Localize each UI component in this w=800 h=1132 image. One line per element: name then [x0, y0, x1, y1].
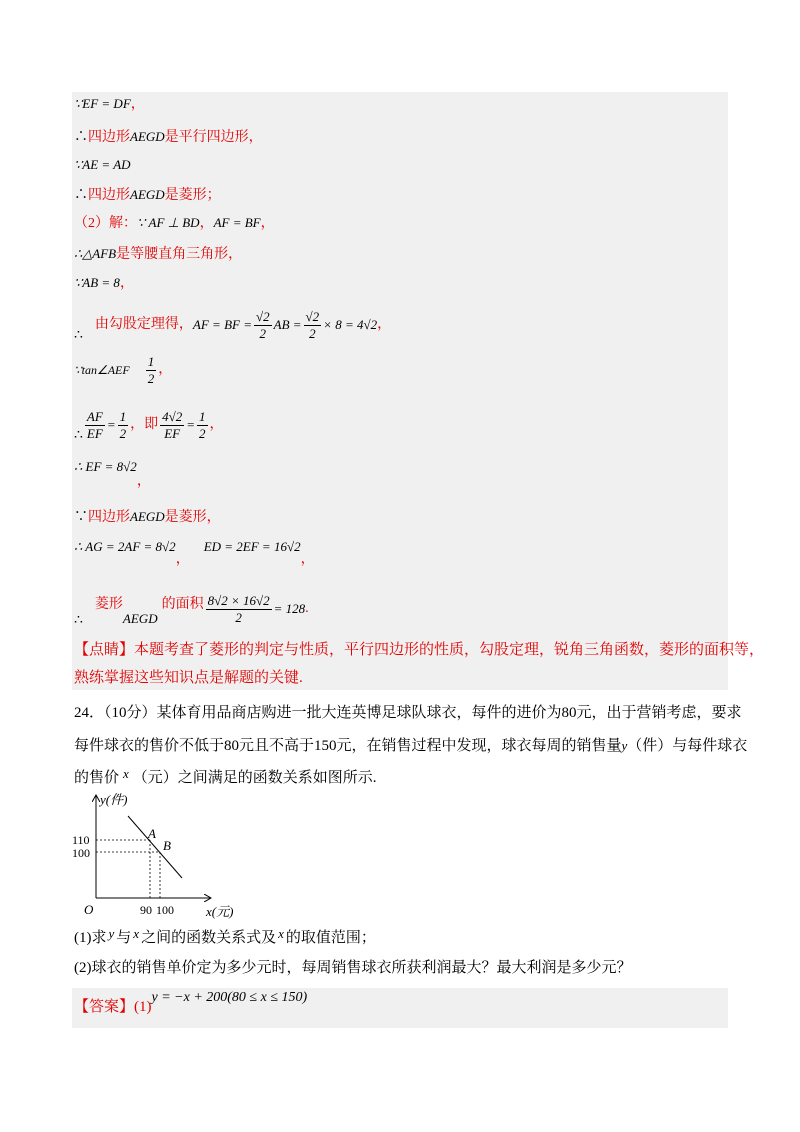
comment-line-1: 【点睛】本题考查了菱形的判定与性质，平行四边形的性质，勾股定理，锐角三角函数，菱形的面积等， — [74, 642, 765, 658]
x-tick-100: 100 — [156, 903, 174, 917]
x-axis-label: x(元) — [206, 904, 234, 919]
answer-formula: y = −x + 200(80 ≤ x ≤ 150) — [151, 990, 308, 1005]
math-expr: AEGD — [130, 187, 165, 202]
x-tick-90: 90 — [140, 903, 152, 917]
solution-line-4: ∴四边形AEGD是菱形； — [74, 187, 221, 203]
origin-label: O — [84, 902, 94, 917]
solution-line-10: ∴ $\frac{AF}{EF}$ = $\frac{1}{2}$ ，即 $\frac{4√2}{EF}$ = $\frac{1}{2}$ ， — [74, 408, 224, 443]
solution-line-9: ∵tan∠AEF $\frac{1}{2}$ ， — [74, 353, 173, 386]
point-a-label: A — [148, 826, 156, 841]
math-expr: ∴△AFB — [74, 246, 117, 261]
math-expr: AF = BF = — [192, 317, 252, 332]
function-graph — [72, 790, 252, 922]
question-line-2: 每件球衣的售价不低于80元且不高于150元，在销售过程中发现，球衣每周的销售量y（件）与每件球衣 — [74, 738, 748, 754]
solution-line-2: ∴四边形AEGD是平行四边形， — [74, 129, 263, 145]
math-expr: AF = BF — [213, 215, 261, 230]
solution-line-14: ∴ 菱形 AEGD 的面积 $\frac{8√2 \times 16√2}{2}$ = 128 . — [74, 592, 309, 628]
math-expr: ∵AE = AD — [74, 157, 131, 172]
y-tick-110: 110 — [72, 833, 90, 847]
sub-question-2: (2)球衣的销售单价定为多少元时，每周销售球衣所获利润最大？最大利润是多少元？ — [74, 960, 632, 976]
answer-line — [74, 990, 308, 1017]
solution-line-11: ∴ EF = 8√2， — [74, 459, 151, 489]
solution-line-6: ∴△AFB是等腰直角三角形， — [74, 246, 243, 262]
point-b-label: B — [163, 838, 171, 853]
fraction: $\frac{√2}{2}$ — [255, 308, 270, 341]
fraction: $\frac{4√2}{EF}$ — [162, 408, 183, 441]
solution-line-12: ∵四边形AEGD是菱形， — [74, 509, 221, 525]
solution-line-7: ∵AB = 8， — [74, 275, 134, 291]
math-expr: ∵EF = DF — [74, 96, 131, 111]
fraction: $\frac{√2}{2}$ — [305, 308, 320, 341]
math-expr: ED = 2EF = 16√2 — [203, 539, 301, 554]
fraction: $\frac{AF}{EF}$ — [86, 408, 103, 441]
answer-label: 【答案】(1) — [74, 999, 152, 1015]
y-axis-label: y(件) — [100, 792, 128, 807]
math-expr: AEGD — [130, 509, 165, 524]
math-expr: AB = — [273, 317, 302, 332]
math-expr: × 8 = 4√2 — [323, 317, 378, 332]
solution-line-5: （2）解：∵ AF ⊥ BD，AF = BF， — [74, 215, 275, 231]
math-expr: ∴ EF = 8√2 — [74, 459, 137, 474]
math-expr: AEGD — [122, 611, 158, 626]
math-expr: AEGD — [130, 129, 165, 144]
math-expr: ∵ AF ⊥ BD — [137, 215, 200, 230]
math-expr: ∴ AG = 2AF = 8√2 — [74, 539, 176, 554]
math-expr: ∵tan∠AEF — [74, 363, 130, 377]
fraction: $\frac{1}{2}$ — [147, 353, 155, 386]
y-tick-100: 100 — [72, 846, 90, 860]
fraction: $\frac{8√2 \times 16√2}{2}$ — [207, 592, 270, 625]
fraction: $\frac{1}{2}$ — [199, 408, 206, 441]
comment-line-2: 熟练掌握这些知识点是解题的关键. — [74, 670, 303, 686]
solution-line-13: ∴ AG = 2AF = 8√2，ED = 2EF = 16√2， — [74, 539, 315, 567]
question-line-1: 24．（10分）某体育用品商店购进一批大连英博足球队球衣，每件的进价为80元，出于营销考虑，要求 — [74, 705, 742, 721]
sub-question-1: (1)求 y 与 x 之间的函数关系式及 x 的取值范围； — [74, 926, 376, 946]
question-line-3: 的售价 x （元）之间满足的函数关系如图所示. — [74, 766, 377, 786]
solution-line-8: ∴ 由勾股定理得， AF = BF = $\frac{√2}{2}$ AB = $\frac{√2}{2}$ × 8 = 4√2 ， — [74, 308, 392, 343]
solution-line-1: ∵EF = DF， — [74, 96, 145, 112]
solution-line-3 — [74, 156, 131, 175]
fraction: $\frac{1}{2}$ — [119, 408, 127, 441]
math-expr: ∵AB = 8 — [74, 275, 120, 290]
